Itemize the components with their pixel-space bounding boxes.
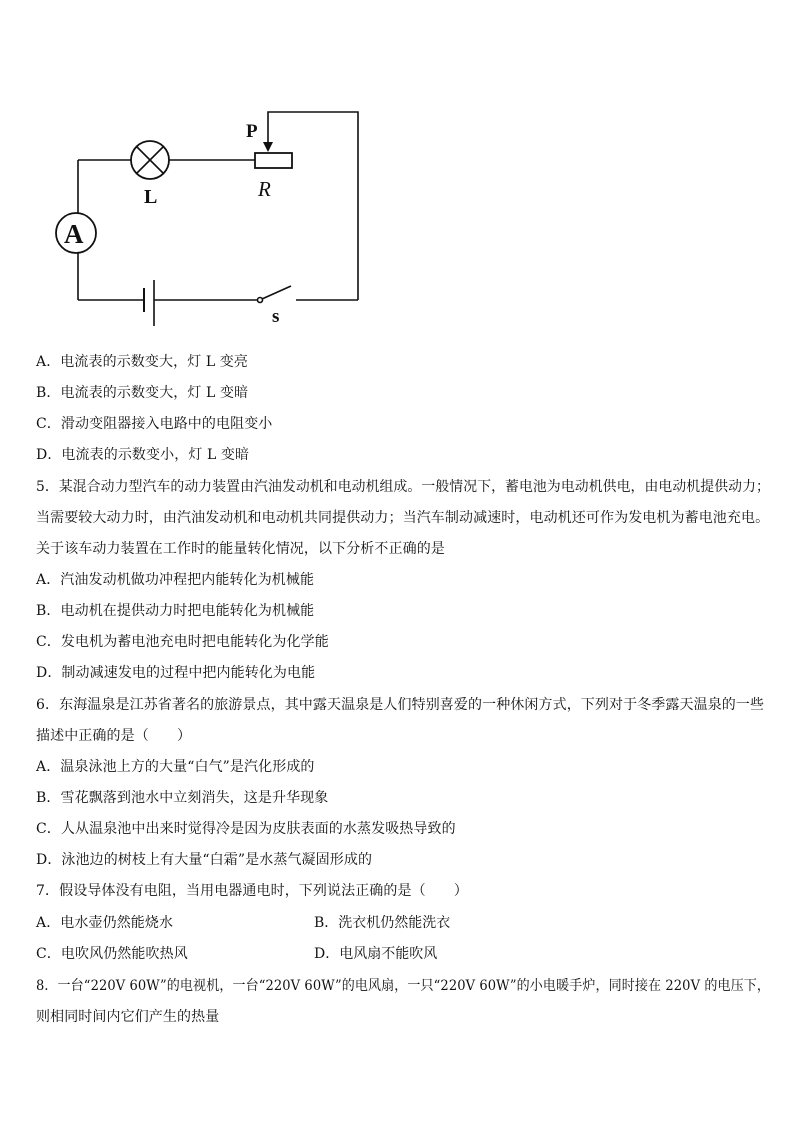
- circuit-diagram: [50, 100, 380, 335]
- q5-option-c: C．发电机为蓄电池充电时把电能转化为化学能: [36, 634, 329, 650]
- q4-option-a: A．电流表的示数变大，灯 L 变亮: [36, 354, 249, 370]
- q7-stem: 7．假设导体没有电阻，当用电器通电时，下列说法正确的是（ ）: [36, 883, 469, 899]
- wire-slider: [268, 112, 358, 300]
- switch-blade: [262, 286, 291, 299]
- q5-option-d: D．制动减速发电的过程中把内能转化为电能: [36, 665, 316, 681]
- q6-option-a: A．温泉泳池上方的大量“白气”是汽化形成的: [36, 759, 315, 775]
- q8-stem-line-1: 8．一台“220V 60W”的电视机，一台“220V 60W”的电风扇，一只“220V 60W”的小电暖手炉，同时接在 220V 的电压下，: [36, 978, 771, 994]
- q4-option-b: B．电流表的示数变大，灯 L 变暗: [36, 385, 249, 401]
- q7-option-a: A．电水壶仍然能烧水: [36, 915, 174, 931]
- q7-option-b: B．洗衣机仍然能洗衣: [314, 915, 451, 931]
- q5-stem-line-1: 5．某混合动力型汽车的动力装置由汽油发动机和电动机组成。一般情况下，蓄电池为电动机供电，由电动机提供动力；: [36, 479, 770, 495]
- rheostat-symbol: [255, 153, 292, 168]
- q6-option-b: B．雪花飘落到池水中立刻消失，这是升华现象: [36, 790, 329, 806]
- q4-option-c: C．滑动变阻器接入电路中的电阻变小: [36, 416, 273, 432]
- q4-option-d: D．电流表的示数变小，灯 L 变暗: [36, 447, 250, 463]
- switch-label: s: [272, 306, 280, 327]
- q5-option-a: A．汽油发动机做功冲程把内能转化为机械能: [36, 572, 315, 588]
- slider-arrow: [263, 142, 273, 152]
- q7-option-c: C．电吹风仍然能吹热风: [36, 946, 188, 962]
- q6-stem-line-1: 6．东海温泉是江苏省著名的旅游景点，其中露天温泉是人们特别喜爱的一种休闲方式，下列对于冬季露天温泉的一些: [36, 697, 765, 713]
- q5-stem-line-2: 当需要较大动力时，由汽油发动机和电动机共同提供动力；当汽车制动减速时，电动机还可作为发电机为蓄电池充电。: [36, 510, 770, 526]
- q6-option-d: D．泳池边的树枝上有大量“白霜”是水蒸气凝固形成的: [36, 852, 373, 868]
- q7-option-d: D．电风扇不能吹风: [314, 946, 438, 962]
- q6-option-c: C．人从温泉池中出来时觉得冷是因为皮肤表面的水蒸发吸热导致的: [36, 821, 456, 837]
- lamp-symbol: [131, 141, 169, 179]
- q5-stem-line-3: 关于该车动力装置在工作时的能量转化情况，以下分析不正确的是: [36, 541, 445, 557]
- q8-stem-line-2: 则相同时间内它们产生的热量: [36, 1009, 220, 1025]
- q5-option-b: B．电动机在提供动力时把电能转化为机械能: [36, 603, 315, 619]
- q6-stem-line-2: 描述中正确的是（ ）: [36, 728, 192, 744]
- resistor-label: R: [258, 177, 271, 201]
- ammeter-label: A: [64, 219, 84, 249]
- slider-label: P: [246, 121, 258, 142]
- lamp-label: L: [144, 186, 158, 208]
